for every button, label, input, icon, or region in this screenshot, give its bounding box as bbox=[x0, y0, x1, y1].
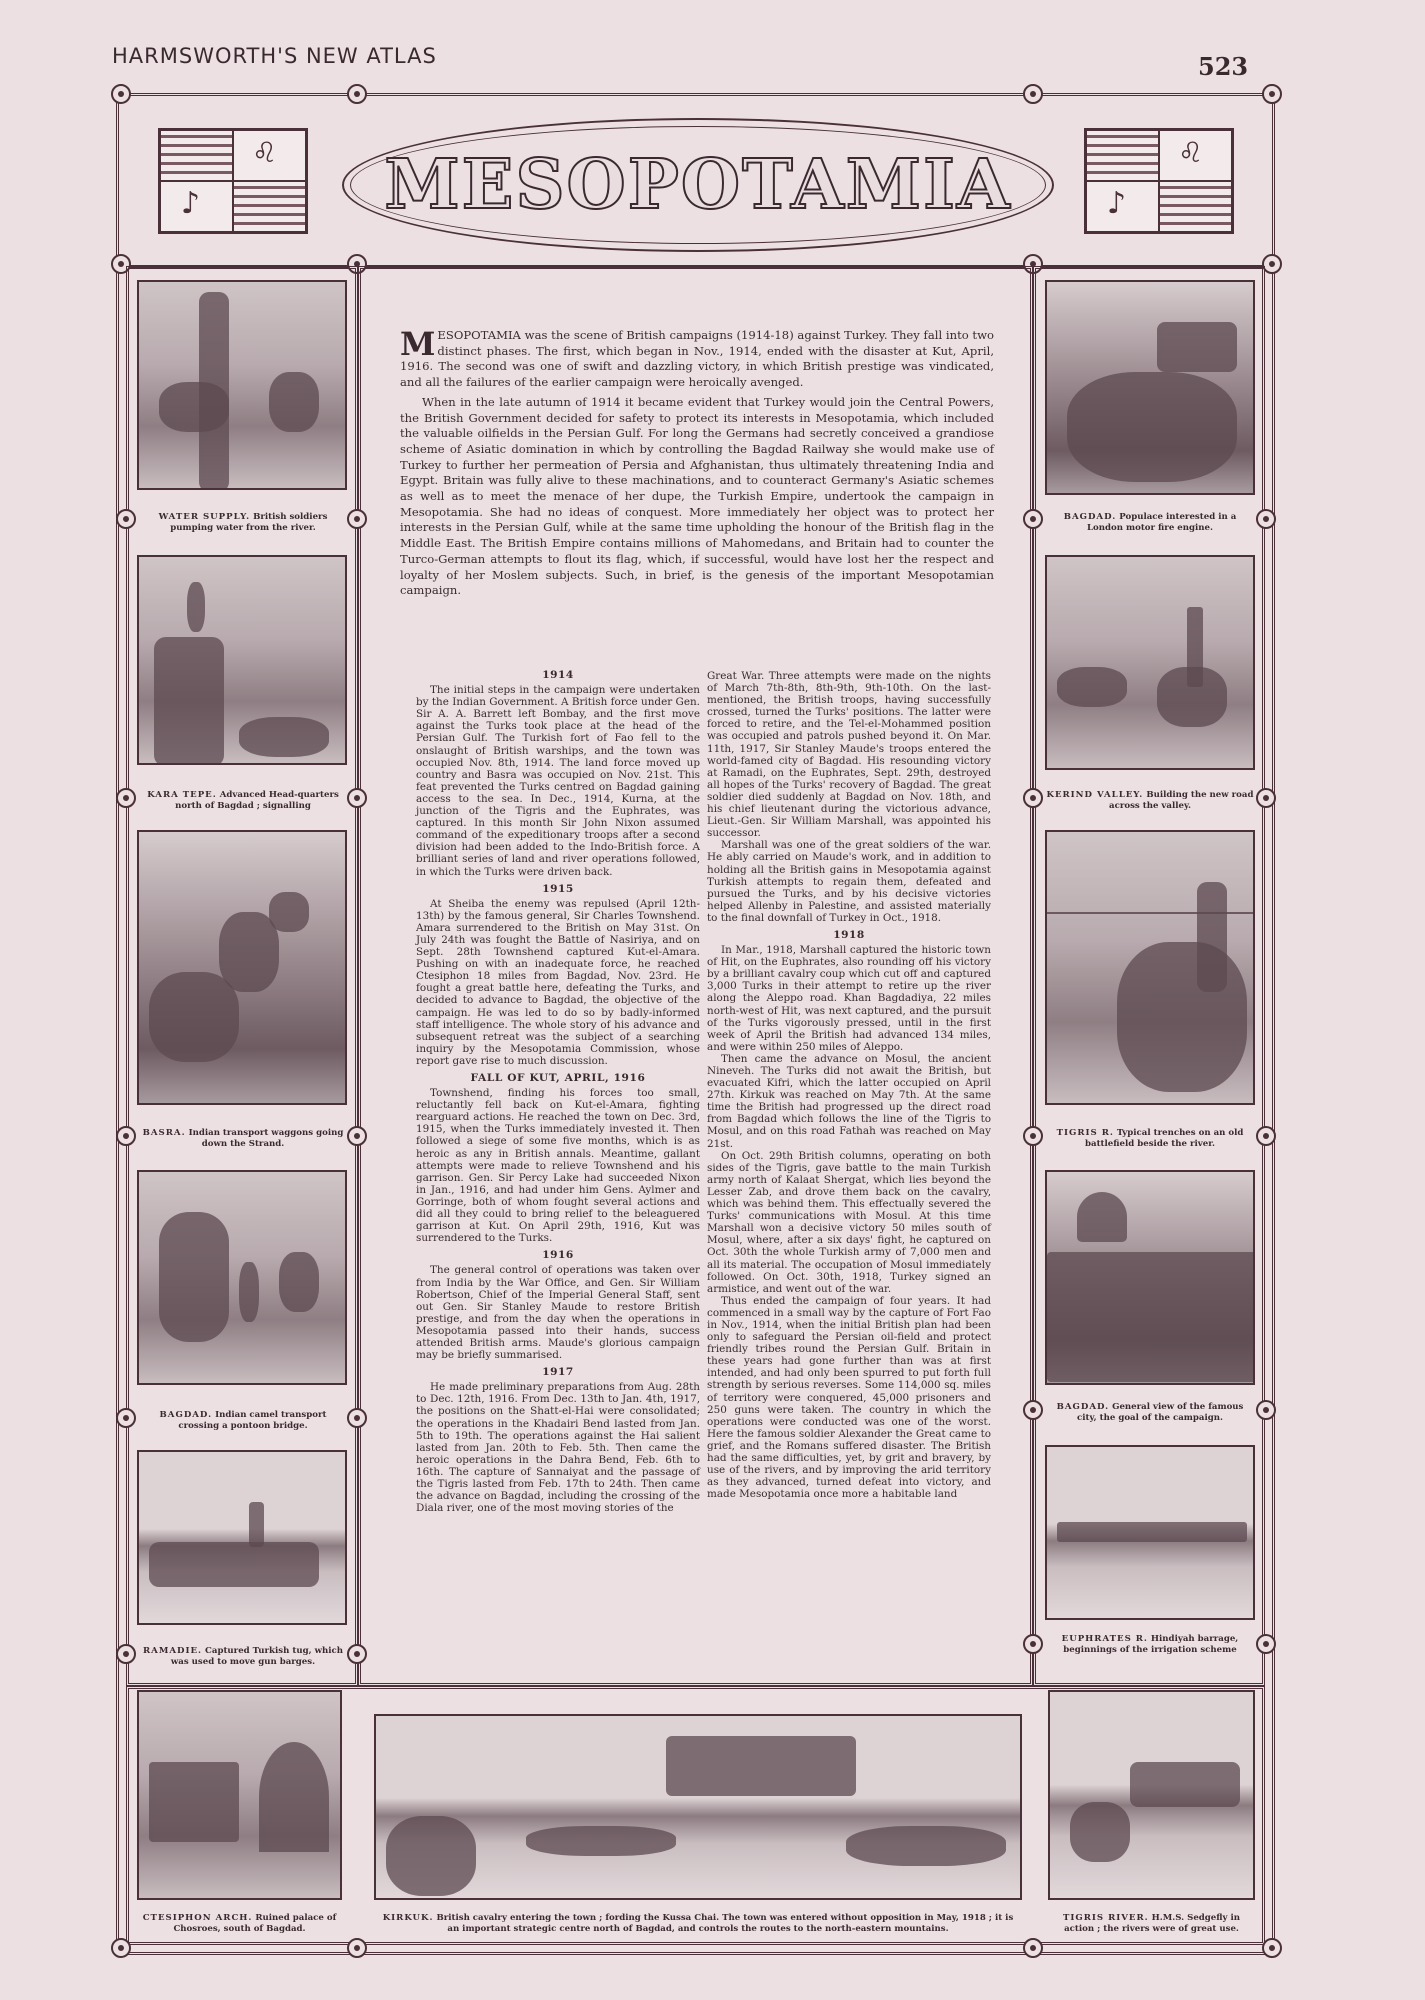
paragraph: The general control of operations was taken over from India by the War Office, and Gen. Sir William Robertson, Chief of the Imperial General Staff, sent out Gen. Sir Stanley Maude to restore British prestige, and from the day when the operations in Mesopotamia passed into their hands, success attended British arms. Maude's glorious campaign may be briefly summarised. bbox=[416, 1264, 700, 1362]
rosette-ornament bbox=[116, 788, 136, 808]
photo-basra bbox=[137, 830, 347, 1105]
intro-paragraph: When in the late autumn of 1914 it became evident that Turkey would join the Central Powers, the British Government decided for safety to protect its interests in Mesopotamia, which included the valuable oilfields in the Persian Gulf. For long the Germans had secretly conceived a grandiose scheme of Asiatic domination in which by controlling the Bagdad Railway she would make use of Turkey to further her permeation of Persia and Afghanistan, thus ultimately threatening India and Egypt. Britain was fully alive to these machinations, and to counteract Germany's Asiatic schemes as well as to meet the menace of her dupe, the Turkish Empire, undertook the campaign in Mesopotamia. She had no ideas of conquest. More immediately her object was to protect her interests in the Persian Gulf, while at the same time upholding the honour of the British flag in the Middle East. The British Empire contains millions of Mahomedans, and Britain had to counter the Turco-German attempts to flout its flag, which, if successful, would have lost her the respect and loyalty of her Moslem subjects. Such, in brief, is the genesis of the important Mesopotamian campaign. bbox=[400, 394, 994, 598]
caption-euphrates-barrage: EUPHRATES R. Hindiyah barrage, beginnings of the irrigation scheme bbox=[1061, 1634, 1239, 1655]
rosette-ornament bbox=[347, 1126, 367, 1146]
photo-ramadie bbox=[137, 1450, 347, 1625]
rosette-ornament bbox=[347, 1408, 367, 1428]
rosette-ornament bbox=[1023, 84, 1043, 104]
title-cartouche bbox=[342, 118, 1054, 252]
rosette-ornament bbox=[116, 1126, 136, 1146]
rosette-ornament bbox=[1023, 509, 1043, 529]
drop-cap: M bbox=[400, 325, 436, 363]
caption-kirkuk: KIRKUK. British cavalry entering the town ; fording the Kussa Chai. The town was entered without opposition in May, 1918 ; it is an important strategic centre north of Bagdad, and controls the routes to the north-eastern mountains. bbox=[382, 1913, 1014, 1934]
paragraph: On Oct. 29th British columns, operating on both sides of the Tigris, gave battle to the main Turkish army north of Kalaat Shergat, which lies beyond the Lesser Zab, and drove them back on the cavalry, which was behind them. This effectually severed the Turks' communications with Mosul. At this time Marshall won a decisive victory 50 miles south of Mosul, where, after a six days' fight, he captured on Oct. 30th the whole Turkish army of 7,000 men and all its material. The occupation of Mosul immediately followed. On Oct. 30th, 1918, Turkey signed an armistice, and went out of the war. bbox=[707, 1149, 991, 1295]
paragraph: At Sheiba the enemy was repulsed (April 12th-13th) by the famous general, Sir Charles Townshend. Amara surrendered to the British on May 31st. On July 24th was fought the Battle of Nasiriya, and on Sept. 28th Townshend captured Kut-el-Amara. Pushing on with an inadequate force, he reached Ctesiphon 18 miles from Bagdad, Nov. 23rd. He fought a great battle here, defeating the Turks, and decided to advance to Bagdad, the objective of the campaign. He was led to do so by badly-informed staff intelligence. The whole story of his advance and subsequent retreat was the subject of a searching inquiry by the Mesopotamia Commission, whose report gave rise to much discussion. bbox=[416, 897, 700, 1067]
paragraph: Then came the advance on Mosul, the ancient Nineveh. The Turks did not await the British, but evacuated Kifri, which the latter occupied on April 27th. Kirkuk was reached on May 7th. At the same time the British had progressed up the direct road from Bagdad which follows the line of the Tigris to Mosul, and on this road Fathah was reached on May 21st. bbox=[707, 1052, 991, 1150]
caption-water-supply: WATER SUPPLY. British soldiers pumping water from the river. bbox=[158, 512, 328, 533]
heading-1915: 1915 bbox=[542, 882, 574, 895]
rosette-ornament bbox=[1256, 1126, 1276, 1146]
paragraph: Great War. Three attempts were made on the nights of March 7th-8th, 8th-9th, 9th-10th. On the last-mentioned, the British troops, having successfully crossed, turned the Turks' positions. The latter were forced to retire, and the Tel-el-Mohammed position was occupied and patrols pushed beyond it. On Mar. 11th, 1917, Sir Stanley Maude's troops entered the world-famed city of Bagdad. His resounding victory at Ramadi, on the Euphrates, Sept. 29th, destroyed all hopes of the Turks' recovery of Bagdad. The great soldier died suddenly at Bagdad on Nov. 18th, and his chief lieutenant during the victorious advance, Lieut.-Gen. Sir William Marshall, was appointed his successor. bbox=[707, 670, 991, 840]
caption-ctesiphon-arch: CTESIPHON ARCH. Ruined palace of Chosroes, south of Bagdad. bbox=[142, 1913, 337, 1934]
rosette-ornament bbox=[1262, 84, 1282, 104]
rosette-ornament bbox=[1256, 1400, 1276, 1420]
caption-tigris-trenches: TIGRIS R. Typical trenches on an old battlefield beside the river. bbox=[1056, 1128, 1244, 1149]
photo-kirkuk bbox=[374, 1714, 1022, 1900]
caption-basra: BASRA. Indian transport waggons going down the Strand. bbox=[142, 1128, 344, 1149]
rosette-ornament bbox=[1023, 1126, 1043, 1146]
caption-bagdad-camel: BAGDAD. Indian camel transport crossing a pontoon bridge. bbox=[159, 1410, 327, 1431]
paragraph: Townshend, finding his forces too small, reluctantly fell back on Kut-el-Amara, fighting rearguard actions. He reached the town on Dec. 3rd, 1915, when the Turks immediately invested it. Then followed a siege of some five months, which is as heroic as any in British annals. Meantime, gallant attempts were made to relieve Townshend and his garrison. Gen. Sir Percy Lake had succeeded Nixon in Jan., 1916, and had under him Gens. Aylmer and Gorringe, both of whom fought several actions and did all they could to bring relief to the beleaguered garrison at Kut. On April 29th, 1916, Kut was surrendered to the Turks. bbox=[416, 1087, 700, 1245]
heading-1917: 1917 bbox=[542, 1366, 574, 1379]
rosette-ornament bbox=[1262, 1938, 1282, 1958]
rosette-ornament bbox=[1023, 1400, 1043, 1420]
intro-paragraph: MESOPOTAMIA was the scene of British campaigns (1914-18) against Turkey. They fall into two distinct phases. The first, which began in Nov., 1914, ended with the disaster at Kut, April, 1916. The second was one of swift and dazzling victory, in which British prestige was vindicated, and all the failures of the earlier campaign were heroically avenged. bbox=[400, 325, 994, 390]
paragraph: The initial steps in the campaign were undertaken by the Indian Government. A British force under Gen. Sir A. A. Barrett left Bombay, and the first move against the Turks took place at the head of the Persian Gulf. The Turkish fort of Fao fell to the onslaught of British warships, and the town was occupied Nov. 8th, 1914. The land force moved up country and Basra was occupied on Nov. 21st. This feat prevented the Turks centred on Bagdad gaining access to the sea. In Dec., 1914, Kurna, at the junction of the Tigris and the Euphrates, was captured. In this month Sir John Nixon assumed command of the expeditionary troops after a second division had been added to the Indo-British force. A brilliant series of land and river operations followed, in which the Turks were driven back. bbox=[416, 684, 700, 878]
rosette-ornament bbox=[347, 509, 367, 529]
photo-bagdad-camel bbox=[137, 1170, 347, 1385]
rosette-ornament bbox=[1023, 1938, 1043, 1958]
photo-bagdad-engine bbox=[1045, 280, 1255, 495]
photo-bagdad-view bbox=[1045, 1170, 1255, 1385]
page-title: MESOPOTAMIA bbox=[384, 145, 1012, 225]
rosette-ornament bbox=[1262, 254, 1282, 274]
rosette-ornament bbox=[347, 1644, 367, 1664]
caption-bagdad-view: BAGDAD. General view of the famous city, the goal of the campaign. bbox=[1056, 1402, 1244, 1423]
intro-text bbox=[400, 325, 994, 603]
photo-kara-tepe bbox=[137, 555, 347, 765]
article-column-right bbox=[707, 670, 991, 1500]
rosette-ornament bbox=[347, 84, 367, 104]
rosette-ornament bbox=[111, 1938, 131, 1958]
rosette-ornament bbox=[1256, 509, 1276, 529]
caption-kerind-valley: KERIND VALLEY. Building the new road across the valley. bbox=[1046, 790, 1254, 811]
rosette-ornament bbox=[347, 788, 367, 808]
photo-water-supply bbox=[137, 280, 347, 490]
rosette-ornament bbox=[116, 1408, 136, 1428]
royal-arms-crest-right bbox=[1084, 128, 1234, 234]
royal-arms-crest-left bbox=[158, 128, 308, 234]
heading-1918: 1918 bbox=[833, 928, 865, 941]
rosette-ornament bbox=[116, 1644, 136, 1664]
paragraph: Thus ended the campaign of four years. It had commenced in a small way by the capture of Fort Fao in Nov., 1914, when the initial British plan had been only to safeguard the Persian oil-field and protect friendly tribes round the Persian Gulf. Britain in these years had gone further than was at first intended, and had only been spurred to put forth full strength by serious reverses. Some 114,000 sq. miles of territory were conquered, 45,000 prisoners and 250 guns were taken. The country in which the operations were conducted was one of the worst. Here the famous soldier Alexander the Great came to grief, and the Romans suffered disaster. The British had the same difficulties, yet, by grit and bravery, by use of the rivers, and by improving the arid territory as they advanced, turned defeat into victory, and made Mesopotamia once more a habitable land bbox=[707, 1294, 991, 1501]
caption-ramadie: RAMADIE. Captured Turkish tug, which was used to move gun barges. bbox=[143, 1646, 343, 1667]
photo-tigris-river bbox=[1048, 1690, 1255, 1900]
rosette-ornament bbox=[1256, 788, 1276, 808]
paragraph: Marshall was one of the great soldiers of the war. He ably carried on Maude's work, and in addition to holding all the British gains in Mesopotamia against Turkish attempts to regain them, defeated and pursued the Turks, and by his decisive victories helped Allenby in Palestine, and assisted materially to the final downfall of Turkey in Oct., 1918. bbox=[707, 839, 991, 924]
heading-1916: 1916 bbox=[542, 1249, 574, 1262]
rosette-ornament bbox=[116, 509, 136, 529]
caption-bagdad-engine: BAGDAD. Populace interested in a London motor fire engine. bbox=[1063, 512, 1237, 533]
article-column-left bbox=[416, 664, 700, 1514]
rosette-ornament bbox=[1023, 1634, 1043, 1654]
photo-euphrates-barrage bbox=[1045, 1445, 1255, 1620]
photo-ctesiphon-arch bbox=[137, 1690, 342, 1900]
caption-kara-tepe: KARA TEPE. Advanced Head-quarters north of Bagdad ; signalling bbox=[147, 790, 339, 811]
rosette-ornament bbox=[347, 1938, 367, 1958]
heading-fall-of-kut: FALL OF KUT, APRIL, 1916 bbox=[470, 1072, 646, 1084]
rosette-ornament bbox=[1023, 788, 1043, 808]
photo-tigris-trenches bbox=[1045, 830, 1255, 1105]
paragraph: In Mar., 1918, Marshall captured the historic town of Hit, on the Euphrates, also rounding off his victory by a brilliant cavalry coup which cut off and captured 3,000 Turks in their attempt to retire up the river along the Aleppo road. Khan Bagdadiya, 22 miles north-west of Hit, was next captured, and the pursuit of the Turks vigorously pressed, until in the first week of April the British had advanced 134 miles, and were within 250 miles of Aleppo. bbox=[707, 944, 991, 1053]
paragraph: He made preliminary preparations from Aug. 28th to Dec. 12th, 1916. From Dec. 13th to Jan. 4th, 1917, the positions on the Shatt-el-Hai were consolidated; the operations in the Khadairi Bend lasted from Jan. 5th to 19th. The operations against the Hai salient lasted from Jan. 20th to Feb. 5th. Then came the heroic operations in the Dahra Bend, Feb. 6th to 16th. The capture of Sannaiyat and the passage of the Tigris lasted from Feb. 17th to 24th. Then came the advance on Bagdad, including the crossing of the Diala river, one of the most moving stories of the bbox=[416, 1381, 700, 1515]
photo-kerind-valley bbox=[1045, 555, 1255, 770]
rosette-ornament bbox=[1256, 1634, 1276, 1654]
rosette-ornament bbox=[111, 84, 131, 104]
caption-tigris-river: TIGRIS RIVER. H.M.S. Sedgefly in action ; the rivers were of great use. bbox=[1062, 1913, 1241, 1934]
heading-1914: 1914 bbox=[542, 669, 574, 681]
atlas-title: HARMSWORTH'S NEW ATLAS bbox=[112, 44, 437, 68]
page-number: 523 bbox=[1198, 52, 1249, 81]
